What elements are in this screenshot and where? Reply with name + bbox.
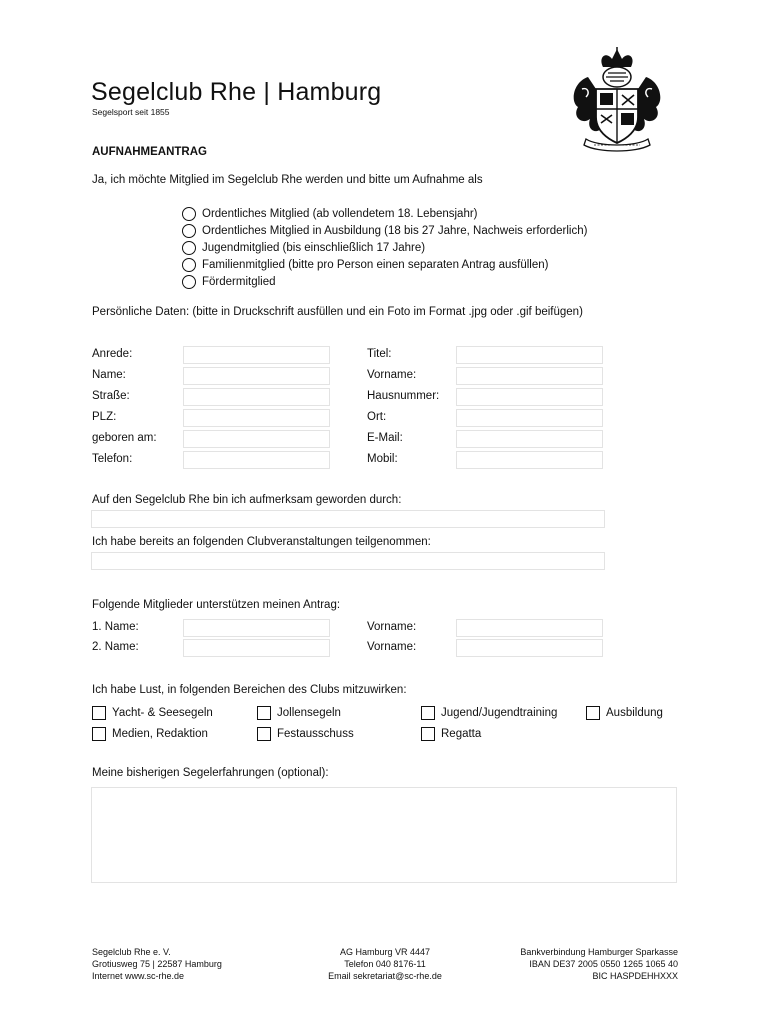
membership-option-label: Fördermitglied xyxy=(202,276,276,288)
supporter-1-name-label: 1. Name: xyxy=(92,621,139,633)
interest-option[interactable] xyxy=(421,705,568,721)
radio-button[interactable] xyxy=(182,241,196,255)
radio-button[interactable] xyxy=(182,224,196,238)
interest-label: Yacht- & Seesegeln xyxy=(112,707,213,719)
referral-label: Auf den Segelclub Rhe bin ich aufmerksam geworden durch: xyxy=(92,494,402,506)
postal-code-field[interactable] xyxy=(183,409,330,427)
email-field[interactable] xyxy=(456,430,603,448)
footer-line: BIC HASPDEHHXXX xyxy=(592,971,678,981)
footer-address xyxy=(92,946,222,982)
footer-line: Internet www.sc-rhe.de xyxy=(92,971,185,981)
supporter-2-first-name-label: Vorname: xyxy=(367,641,417,653)
postal-code-label: PLZ: xyxy=(92,411,117,423)
events-field[interactable] xyxy=(91,552,605,570)
interest-label: Jugend/Jugendtraining xyxy=(441,707,558,719)
footer-line: Grotiusweg 75 | 22587 Hamburg xyxy=(92,959,222,969)
interest-option[interactable] xyxy=(257,726,354,742)
footer-line: AG Hamburg VR 4447 xyxy=(339,947,431,957)
mobile-label: Mobil: xyxy=(367,453,398,465)
supporter-2-first-name-field[interactable] xyxy=(456,639,603,657)
radio-button[interactable] xyxy=(182,275,196,289)
membership-option-label: Ordentliches Mitglied in Ausbildung (18 bis 27 Jahre, Nachweis erforderlich) xyxy=(202,225,588,237)
membership-option-label: Ordentliches Mitglied (ab vollendetem 18. Lebensjahr) xyxy=(202,208,478,220)
phone-field[interactable] xyxy=(183,451,330,469)
interest-label: Jollensegeln xyxy=(277,707,341,719)
checkbox[interactable] xyxy=(586,706,600,720)
checkbox[interactable] xyxy=(257,727,271,741)
membership-option[interactable] xyxy=(182,223,587,239)
phone-label: Telefon: xyxy=(92,453,133,465)
salutation-label: Anrede: xyxy=(92,348,133,360)
supporter-1-first-name-field[interactable] xyxy=(456,619,603,637)
club-crest-icon xyxy=(568,47,666,153)
footer-line: Bankverbindung Hamburger Sparkasse xyxy=(520,947,678,957)
last-name-field[interactable] xyxy=(183,367,330,385)
supporter-1-name-field[interactable] xyxy=(183,619,330,637)
interest-label: Regatta xyxy=(441,728,482,740)
interest-label: Medien, Redaktion xyxy=(112,728,208,740)
footer-line: Email sekretariat@sc-rhe.de xyxy=(328,971,442,981)
email-label: E-Mail: xyxy=(367,432,403,444)
salutation-field[interactable] xyxy=(183,346,330,364)
experience-textarea[interactable] xyxy=(91,787,677,883)
interest-label: Ausbildung xyxy=(606,707,663,719)
supporter-2-name-label: 2. Name: xyxy=(92,641,139,653)
checkbox[interactable] xyxy=(421,706,435,720)
city-field[interactable] xyxy=(456,409,603,427)
checkbox[interactable] xyxy=(92,727,106,741)
footer-contact xyxy=(300,946,470,982)
footer-bank xyxy=(478,946,678,982)
membership-option[interactable] xyxy=(182,274,276,290)
footer-line: IBAN DE37 2005 0550 1265 1065 40 xyxy=(529,959,678,969)
radio-button[interactable] xyxy=(182,258,196,272)
last-name-label: Name: xyxy=(92,369,126,381)
interest-label: Festausschuss xyxy=(277,728,354,740)
birthdate-label: geboren am: xyxy=(92,432,157,444)
house-number-field[interactable] xyxy=(456,388,603,406)
interest-option[interactable] xyxy=(92,726,208,742)
checkbox[interactable] xyxy=(421,727,435,741)
referral-field[interactable] xyxy=(91,510,605,528)
membership-option-label: Familienmitglied (bitte pro Person einen separaten Antrag ausfüllen) xyxy=(202,259,549,271)
interests-heading: Ich habe Lust, in folgenden Bereichen des Clubs mitzuwirken: xyxy=(92,684,407,696)
supporter-2-name-field[interactable] xyxy=(183,639,330,657)
events-label: Ich habe bereits an folgenden Clubveranstaltungen teilgenommen: xyxy=(92,536,431,548)
first-name-label: Vorname: xyxy=(367,369,417,381)
checkbox[interactable] xyxy=(257,706,271,720)
membership-option[interactable] xyxy=(182,257,548,273)
supporter-1-first-name-label: Vorname: xyxy=(367,621,417,633)
membership-option[interactable] xyxy=(182,206,478,222)
supporters-heading: Folgende Mitglieder unterstützen meinen Antrag: xyxy=(92,599,341,611)
street-field[interactable] xyxy=(183,388,330,406)
club-title: Segelclub Rhe | Hamburg xyxy=(91,78,382,106)
title-field[interactable] xyxy=(456,346,603,364)
first-name-field[interactable] xyxy=(456,367,603,385)
title-label: Titel: xyxy=(367,348,392,360)
radio-button[interactable] xyxy=(182,207,196,221)
birthdate-field[interactable] xyxy=(183,430,330,448)
experience-label: Meine bisherigen Segelerfahrungen (optional): xyxy=(92,767,329,779)
interest-option[interactable] xyxy=(257,705,341,721)
footer-line: Segelclub Rhe e. V. xyxy=(92,947,171,957)
interest-option[interactable] xyxy=(586,705,663,721)
house-number-label: Hausnummer: xyxy=(367,390,440,402)
footer-line: Telefon 040 8176-11 xyxy=(344,959,426,969)
street-label: Straße: xyxy=(92,390,130,402)
interest-option[interactable] xyxy=(421,726,481,742)
city-label: Ort: xyxy=(367,411,387,423)
personal-data-heading: Persönliche Daten: (bitte in Druckschrift ausfüllen und ein Foto im Format .jpg oder .gif beifügen) xyxy=(92,306,583,318)
club-subtitle: Segelsport seit 1855 xyxy=(92,107,170,117)
interest-option[interactable] xyxy=(92,705,213,721)
mobile-field[interactable] xyxy=(456,451,603,469)
membership-option-label: Jugendmitglied (bis einschließlich 17 Jahre) xyxy=(202,242,426,254)
intro-text: Ja, ich möchte Mitglied im Segelclub Rhe werden und bitte um Aufnahme als xyxy=(92,174,483,186)
form-heading: AUFNAHMEANTRAG xyxy=(92,146,207,158)
checkbox[interactable] xyxy=(92,706,106,720)
membership-option[interactable] xyxy=(182,240,425,256)
